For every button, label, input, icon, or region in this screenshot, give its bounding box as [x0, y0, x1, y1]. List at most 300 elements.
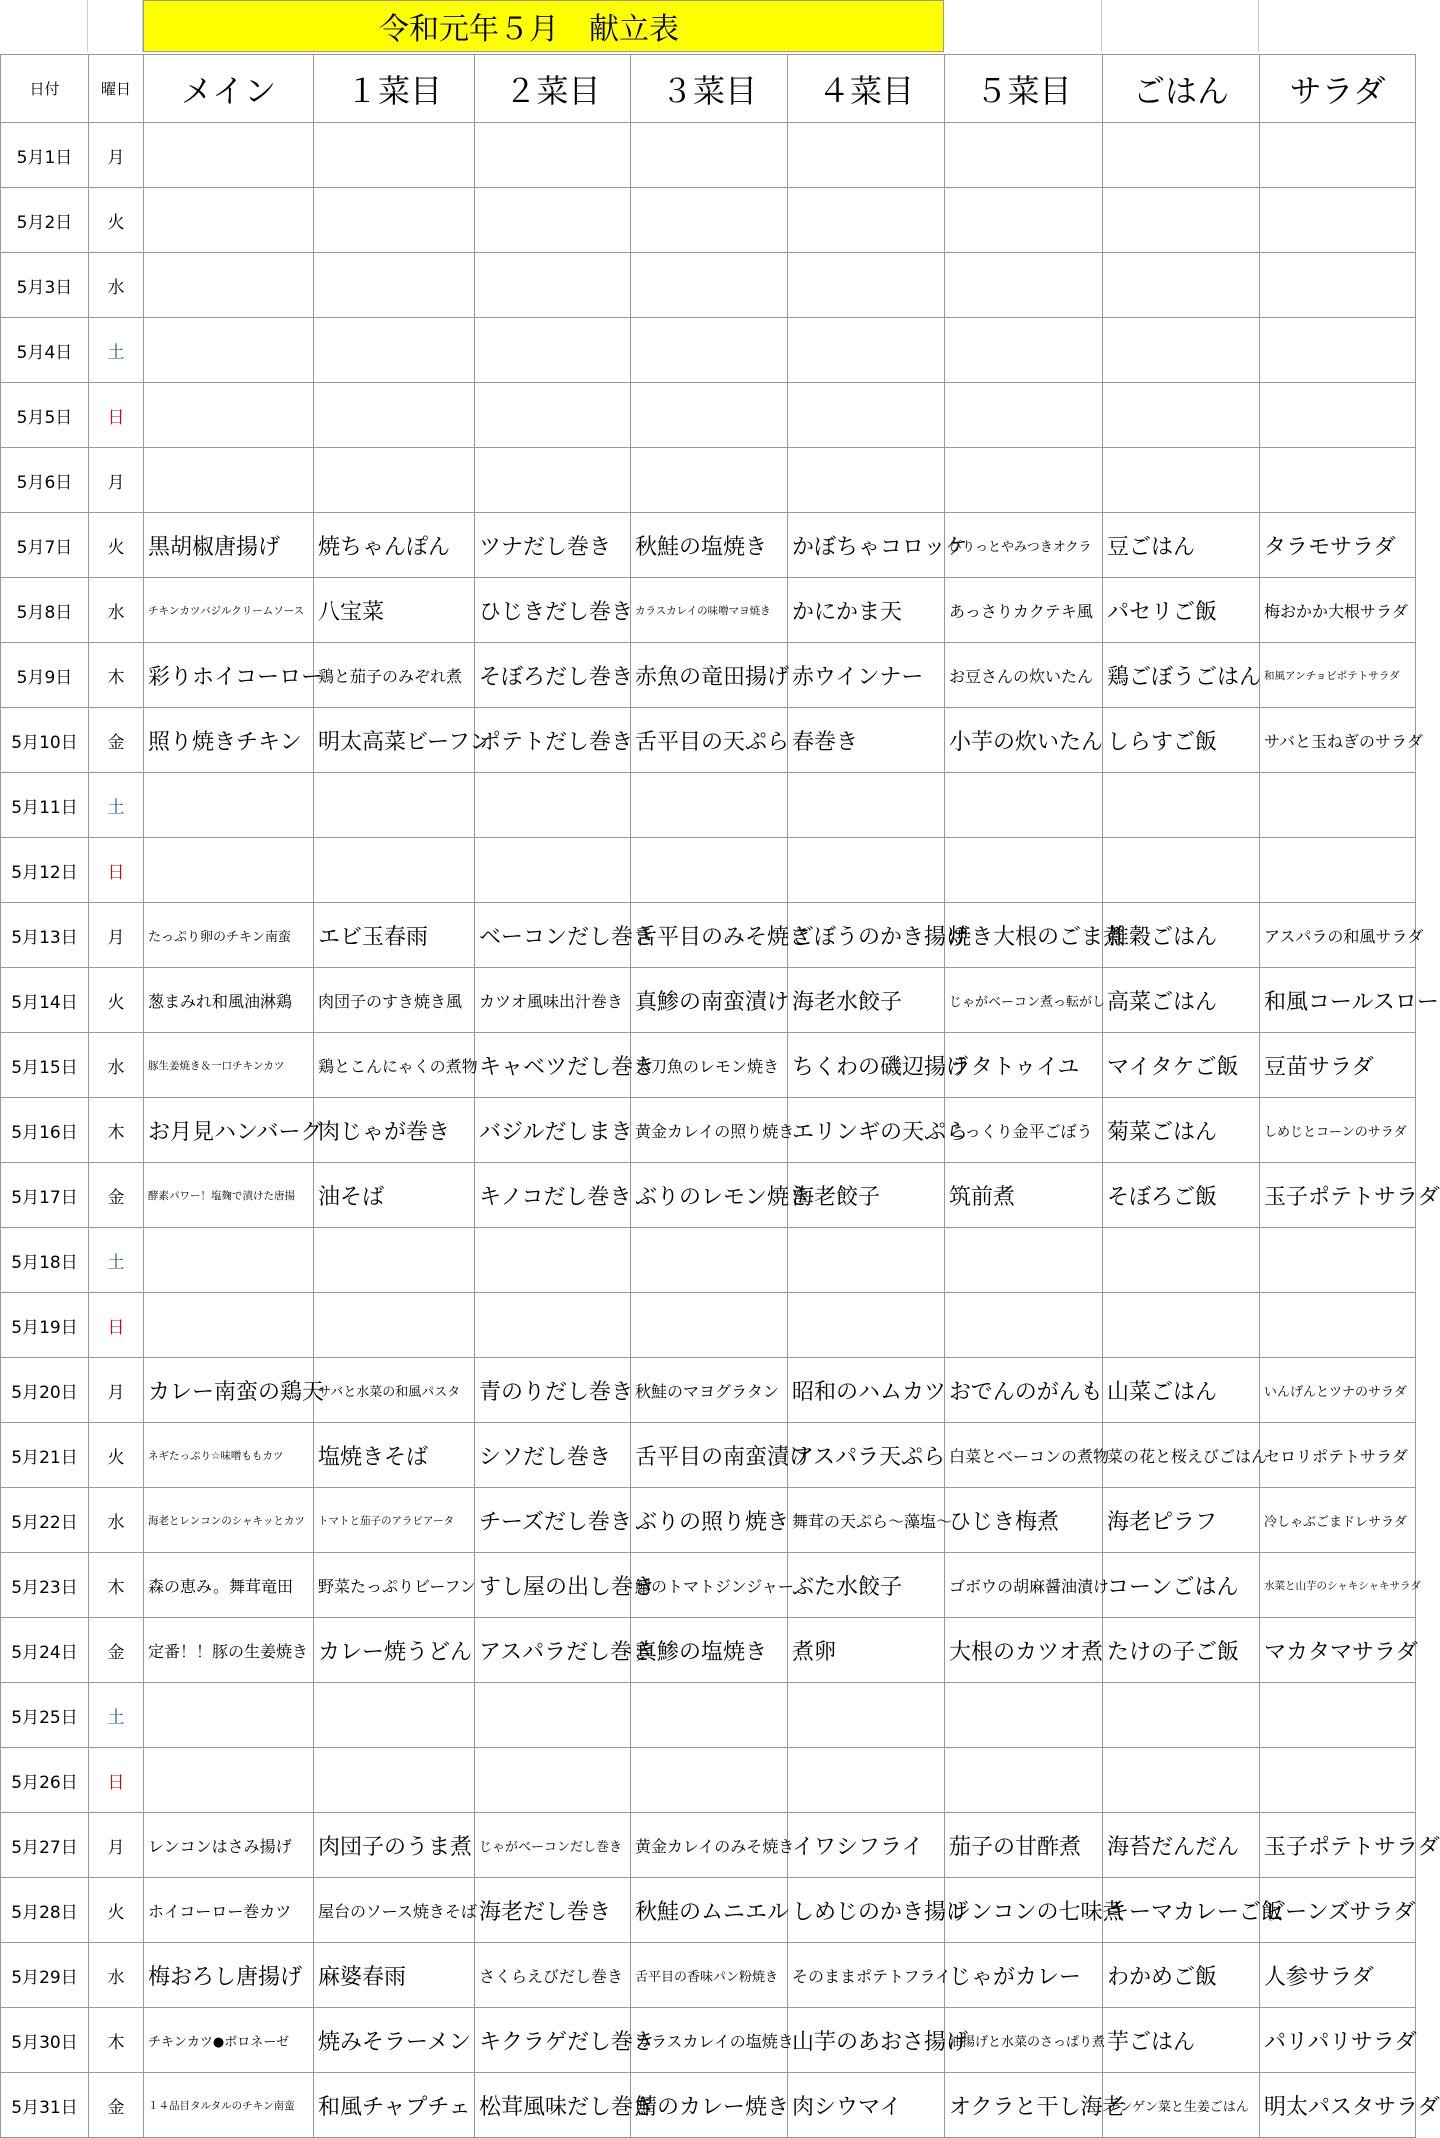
salad-cell: パリパリサラダ [1260, 2008, 1416, 2073]
date-cell: 5月21日 [1, 1423, 89, 1488]
dish4-cell: 海老餃子 [788, 1163, 945, 1228]
weekday-cell: 日 [89, 383, 144, 448]
table-row [1, 1098, 1416, 1163]
rice-cell: 菊菜ごはん [1103, 1098, 1260, 1163]
dish2-cell: 海老だし巻き [475, 1878, 631, 1943]
table-row [1, 253, 1416, 318]
main-cell [144, 448, 314, 513]
main-cell [144, 1748, 314, 1813]
dish5-cell: ぴりっとやみつきオクラ [945, 513, 1103, 578]
date-cell: 5月25日 [1, 1683, 89, 1748]
dish4-cell: 山芋のあおさ揚げ [788, 2008, 945, 2073]
dish3-cell: 秋鮭のムニエル [631, 1878, 788, 1943]
dish4-cell [788, 1748, 945, 1813]
salad-cell [1260, 1748, 1416, 1813]
dish3-cell [631, 773, 788, 838]
dish2-cell: アスパラだし巻き [475, 1618, 631, 1683]
salad-cell: 明太パスタサラダ [1260, 2073, 1416, 2138]
main-cell: カレー南蛮の鶏天 [144, 1358, 314, 1423]
date-cell: 5月18日 [1, 1228, 89, 1293]
dish1-cell [314, 448, 475, 513]
dish4-cell [788, 123, 945, 188]
weekday-cell: 月 [89, 903, 144, 968]
date-cell: 5月31日 [1, 2073, 89, 2138]
dish3-cell: ぶりのレモン焼き [631, 1163, 788, 1228]
dish2-cell [475, 448, 631, 513]
dish3-cell [631, 448, 788, 513]
dish1-cell [314, 1683, 475, 1748]
dish2-cell: ツナだし巻き [475, 513, 631, 578]
dish4-cell [788, 1293, 945, 1358]
dish5-cell [945, 1228, 1103, 1293]
salad-cell: アスパラの和風サラダ [1260, 903, 1416, 968]
dish3-cell [631, 188, 788, 253]
main-cell: 黒胡椒唐揚げ [144, 513, 314, 578]
date-cell: 5月10日 [1, 708, 89, 773]
dish5-cell [945, 318, 1103, 383]
date-cell: 5月29日 [1, 1943, 89, 2008]
dish5-cell: レンコンの七味煮 [945, 1878, 1103, 1943]
salad-cell [1260, 1293, 1416, 1358]
rice-cell: コーンごはん [1103, 1553, 1260, 1618]
dish1-cell: 鶏と茄子のみぞれ煮 [314, 643, 475, 708]
main-cell [144, 188, 314, 253]
dish1-cell: トマトと茄子のアラビアータ [314, 1488, 475, 1553]
salad-cell: 梅おかか大根サラダ [1260, 578, 1416, 643]
main-cell [144, 383, 314, 448]
header-salad: サラダ [1260, 55, 1416, 123]
table-row [1, 1813, 1416, 1878]
dish3-cell: 鯖のトマトジンジャー [631, 1553, 788, 1618]
salad-cell: 和風アンチョビポテトサラダ [1260, 643, 1416, 708]
rice-cell: しらすご飯 [1103, 708, 1260, 773]
weekday-cell: 火 [89, 1878, 144, 1943]
dish5-cell: ゴボウの胡麻醤油漬け [945, 1553, 1103, 1618]
dish2-cell [475, 123, 631, 188]
weekday-cell: 火 [89, 968, 144, 1033]
date-cell: 5月22日 [1, 1488, 89, 1553]
table-row [1, 773, 1416, 838]
dish5-cell: ひじき梅煮 [945, 1488, 1103, 1553]
dish1-cell [314, 318, 475, 383]
table-row [1, 1943, 1416, 2008]
dish1-cell [314, 773, 475, 838]
dish2-cell [475, 1228, 631, 1293]
dish1-cell: 肉じゃが巻き [314, 1098, 475, 1163]
dish1-cell: 野菜たっぷりビーフン [314, 1553, 475, 1618]
dish5-cell [945, 188, 1103, 253]
dish2-cell: 松茸風味だし巻き [475, 2073, 631, 2138]
dish1-cell: 肉団子のすき焼き風 [314, 968, 475, 1033]
dish1-cell: 明太高菜ビーフン [314, 708, 475, 773]
date-cell: 5月24日 [1, 1618, 89, 1683]
table-row [1, 1618, 1416, 1683]
dish2-cell: チーズだし巻き [475, 1488, 631, 1553]
main-cell: 彩りホイコーロー [144, 643, 314, 708]
header-date: 日付 [1, 55, 89, 123]
dish1-cell [314, 253, 475, 318]
dish3-cell: ぶりの照り焼き [631, 1488, 788, 1553]
weekday-cell: 火 [89, 1423, 144, 1488]
table-row [1, 1423, 1416, 1488]
dish4-cell: しめじのかき揚げ [788, 1878, 945, 1943]
rice-cell [1103, 1293, 1260, 1358]
date-cell: 5月1日 [1, 123, 89, 188]
rice-cell: 鶏ごぼうごはん [1103, 643, 1260, 708]
title-blank-rice [1102, 0, 1259, 52]
header-dow: 曜日 [89, 55, 144, 123]
rice-cell: 菜の花と桜えびごはん [1103, 1423, 1260, 1488]
date-cell: 5月4日 [1, 318, 89, 383]
main-cell [144, 123, 314, 188]
main-cell [144, 773, 314, 838]
header-dish3: ３菜目 [631, 55, 788, 123]
dish4-cell: かにかま天 [788, 578, 945, 643]
dish2-cell: じゃがベーコンだし巻き [475, 1813, 631, 1878]
dish4-cell: アスパラ天ぷら [788, 1423, 945, 1488]
dish2-cell: シソだし巻き [475, 1423, 631, 1488]
dish3-cell: 舌平目の香味パン粉焼き [631, 1943, 788, 2008]
dish1-cell [314, 1293, 475, 1358]
dish5-cell: 小芋の炊いたん [945, 708, 1103, 773]
weekday-cell: 土 [89, 773, 144, 838]
table-row [1, 318, 1416, 383]
main-cell [144, 1683, 314, 1748]
dish2-cell [475, 1748, 631, 1813]
weekday-cell: 金 [89, 1163, 144, 1228]
rice-cell: 芋ごはん [1103, 2008, 1260, 2073]
dish2-cell: 青のりだし巻き [475, 1358, 631, 1423]
date-cell: 5月11日 [1, 773, 89, 838]
dish5-cell: お豆さんの炊いたん [945, 643, 1103, 708]
dish3-cell: 舌平目の天ぷら [631, 708, 788, 773]
header-rice: ごはん [1103, 55, 1260, 123]
dish3-cell: 黄金カレイのみそ焼き [631, 1813, 788, 1878]
rice-cell [1103, 253, 1260, 318]
dish2-cell: さくらえびだし巻き [475, 1943, 631, 2008]
weekday-cell: 月 [89, 1358, 144, 1423]
weekday-cell: 土 [89, 1228, 144, 1293]
dish4-cell [788, 318, 945, 383]
rice-cell [1103, 1748, 1260, 1813]
dish1-cell: 八宝菜 [314, 578, 475, 643]
salad-cell [1260, 188, 1416, 253]
rice-cell: 豆ごはん [1103, 513, 1260, 578]
dish4-cell [788, 188, 945, 253]
salad-cell [1260, 123, 1416, 188]
header-dish5: ５菜目 [945, 55, 1103, 123]
date-cell: 5月27日 [1, 1813, 89, 1878]
salad-cell: 玉子ポテトサラダ [1260, 1813, 1416, 1878]
weekday-cell: 月 [89, 123, 144, 188]
dish3-cell: 秋鮭のマヨグラタン [631, 1358, 788, 1423]
dish2-cell: キノコだし巻き [475, 1163, 631, 1228]
salad-cell [1260, 773, 1416, 838]
table-row [1, 1033, 1416, 1098]
dish1-cell: 屋台のソース焼きそば [314, 1878, 475, 1943]
dish2-cell [475, 838, 631, 903]
weekday-cell: 日 [89, 1293, 144, 1358]
dish3-cell: 赤魚の竜田揚げ [631, 643, 788, 708]
dish1-cell [314, 123, 475, 188]
main-cell [144, 318, 314, 383]
weekday-cell: 水 [89, 1943, 144, 2008]
date-cell: 5月12日 [1, 838, 89, 903]
rice-cell: 高菜ごはん [1103, 968, 1260, 1033]
salad-cell [1260, 383, 1416, 448]
dish5-cell: おでんのがんも [945, 1358, 1103, 1423]
header-main: メイン [144, 55, 314, 123]
weekday-cell: 水 [89, 1488, 144, 1553]
table-row [1, 838, 1416, 903]
dish3-cell [631, 1683, 788, 1748]
dish3-cell: 鯖のカレー焼き [631, 2073, 788, 2138]
dish2-cell [475, 253, 631, 318]
dish5-cell: 筑前煮 [945, 1163, 1103, 1228]
rice-cell [1103, 123, 1260, 188]
table-row [1, 708, 1416, 773]
main-cell: 豚生姜焼き＆一口チキンカツ [144, 1033, 314, 1098]
header-row [1, 55, 1416, 123]
dish3-cell: 真鯵の塩焼き [631, 1618, 788, 1683]
main-cell [144, 253, 314, 318]
weekday-cell: 月 [89, 448, 144, 513]
main-cell: チキンカツ●ボロネーゼ [144, 2008, 314, 2073]
main-cell: お月見ハンバーグ [144, 1098, 314, 1163]
dish2-cell: キクラゲだし巻き [475, 2008, 631, 2073]
salad-cell: 人参サラダ [1260, 1943, 1416, 2008]
date-cell: 5月23日 [1, 1553, 89, 1618]
table-row [1, 643, 1416, 708]
dish4-cell: イワシフライ [788, 1813, 945, 1878]
dish1-cell: エビ玉春雨 [314, 903, 475, 968]
date-cell: 5月20日 [1, 1358, 89, 1423]
dish4-cell: 春巻き [788, 708, 945, 773]
dish2-cell [475, 1293, 631, 1358]
rice-cell: キーマカレーご飯 [1103, 1878, 1260, 1943]
weekday-cell: 土 [89, 318, 144, 383]
main-cell: 葱まみれ和風油淋鶏 [144, 968, 314, 1033]
dish5-cell [945, 1748, 1103, 1813]
date-cell: 5月15日 [1, 1033, 89, 1098]
table-row [1, 1683, 1416, 1748]
table-row [1, 448, 1416, 513]
dish4-cell [788, 253, 945, 318]
rice-cell: チンゲン菜と生姜ごはん [1103, 2073, 1260, 2138]
dish1-cell: 焼みそラーメン [314, 2008, 475, 2073]
main-cell: レンコンはさみ揚げ [144, 1813, 314, 1878]
table-row [1, 1878, 1416, 1943]
dish2-cell: ひじきだし巻き [475, 578, 631, 643]
weekday-cell: 金 [89, 2073, 144, 2138]
dish5-cell [945, 1293, 1103, 1358]
date-cell: 5月14日 [1, 968, 89, 1033]
table-row [1, 968, 1416, 1033]
dish1-cell [314, 838, 475, 903]
dish4-cell: そのままポテトフライ [788, 1943, 945, 2008]
dish3-cell: カラスカレイの味噌マヨ焼き [631, 578, 788, 643]
date-cell: 5月13日 [1, 903, 89, 968]
dish2-cell: すし屋の出し巻き [475, 1553, 631, 1618]
salad-cell: 豆苗サラダ [1260, 1033, 1416, 1098]
salad-cell: マカタマサラダ [1260, 1618, 1416, 1683]
dish5-cell: 油揚げと水菜のさっぱり煮 [945, 2008, 1103, 2073]
salad-cell: セロリポテトサラダ [1260, 1423, 1416, 1488]
dish1-cell: 塩焼きそば [314, 1423, 475, 1488]
dish3-cell [631, 838, 788, 903]
dish2-cell: カツオ風味出汁巻き [475, 968, 631, 1033]
weekday-cell: 水 [89, 253, 144, 318]
dish5-cell: オクラと干し海老 [945, 2073, 1103, 2138]
dish5-cell [945, 448, 1103, 513]
date-cell: 5月5日 [1, 383, 89, 448]
dish5-cell: こっくり金平ごぼう [945, 1098, 1103, 1163]
dish5-cell: じゃがベーコン煮っ転がし [945, 968, 1103, 1033]
dish2-cell [475, 188, 631, 253]
dish3-cell: 黄金カレイの照り焼き [631, 1098, 788, 1163]
dish1-cell: 麻婆春雨 [314, 1943, 475, 2008]
salad-cell: しめじとコーンのサラダ [1260, 1098, 1416, 1163]
rice-cell: 雑穀ごはん [1103, 903, 1260, 968]
dish2-cell [475, 1683, 631, 1748]
date-cell: 5月30日 [1, 2008, 89, 2073]
menu-table [0, 54, 1440, 2138]
dish1-cell: サバと水菜の和風パスタ [314, 1358, 475, 1423]
date-cell: 5月7日 [1, 513, 89, 578]
weekday-cell: 水 [89, 578, 144, 643]
salad-cell: タラモサラダ [1260, 513, 1416, 578]
dish2-cell: ポテトだし巻き [475, 708, 631, 773]
dish5-cell [945, 253, 1103, 318]
table-row [1, 1748, 1416, 1813]
dish3-cell: 舌平目のみそ焼き [631, 903, 788, 968]
weekday-cell: 木 [89, 643, 144, 708]
salad-cell [1260, 318, 1416, 383]
dish3-cell [631, 123, 788, 188]
dish5-cell: ラタトゥイユ [945, 1033, 1103, 1098]
dish4-cell [788, 1683, 945, 1748]
rice-cell: そぼろご飯 [1103, 1163, 1260, 1228]
dish3-cell: 舌平目の南蛮漬け [631, 1423, 788, 1488]
dish3-cell [631, 1293, 788, 1358]
rice-cell [1103, 318, 1260, 383]
dish2-cell: ベーコンだし巻き [475, 903, 631, 968]
date-cell: 5月2日 [1, 188, 89, 253]
weekday-cell: 木 [89, 2008, 144, 2073]
date-cell: 5月19日 [1, 1293, 89, 1358]
title-row [0, 0, 1417, 54]
weekday-cell: 金 [89, 708, 144, 773]
weekday-cell: 火 [89, 513, 144, 578]
main-cell: 照り焼きチキン [144, 708, 314, 773]
dish4-cell: ぶた水餃子 [788, 1553, 945, 1618]
dish3-cell [631, 1748, 788, 1813]
main-cell: 酵素パワー！塩麹で漬けた唐揚 [144, 1163, 314, 1228]
main-cell: １４品目タルタルのチキン南蛮 [144, 2073, 314, 2138]
dish4-cell: ちくわの磯辺揚げ [788, 1033, 945, 1098]
rice-cell: わかめご飯 [1103, 1943, 1260, 2008]
dish4-cell: ごぼうのかき揚げ [788, 903, 945, 968]
main-cell: 森の恵み。舞茸竜田 [144, 1553, 314, 1618]
dish1-cell [314, 1748, 475, 1813]
rice-cell [1103, 188, 1260, 253]
date-cell: 5月3日 [1, 253, 89, 318]
date-cell: 5月6日 [1, 448, 89, 513]
dish1-cell: 和風チャプチェ [314, 2073, 475, 2138]
dish4-cell [788, 1228, 945, 1293]
main-cell: たっぷり卵のチキン南蛮 [144, 903, 314, 968]
dish4-cell: 肉シウマイ [788, 2073, 945, 2138]
dish5-cell [945, 773, 1103, 838]
rice-cell [1103, 1683, 1260, 1748]
dish5-cell [945, 838, 1103, 903]
main-cell: 梅おろし唐揚げ [144, 1943, 314, 2008]
salad-cell: 和風コールスロー [1260, 968, 1416, 1033]
weekday-cell: 月 [89, 1813, 144, 1878]
date-cell: 5月28日 [1, 1878, 89, 1943]
dish5-cell: 焼き大根のごま煮 [945, 903, 1103, 968]
dish5-cell: 茄子の甘酢煮 [945, 1813, 1103, 1878]
main-cell [144, 1293, 314, 1358]
dish1-cell: 鶏とこんにゃくの煮物 [314, 1033, 475, 1098]
table-row [1, 2008, 1416, 2073]
date-cell: 5月17日 [1, 1163, 89, 1228]
dish4-cell: 赤ウインナー [788, 643, 945, 708]
rice-cell: 山菜ごはん [1103, 1358, 1260, 1423]
menu-body [1, 123, 1440, 2138]
table-row [1, 2073, 1416, 2138]
salad-cell [1260, 1683, 1416, 1748]
salad-cell: 玉子ポテトサラダ [1260, 1163, 1416, 1228]
title-blank-date [0, 0, 88, 52]
rice-cell [1103, 448, 1260, 513]
rice-cell: パセリご飯 [1103, 578, 1260, 643]
dish4-cell: 昭和のハムカツ [788, 1358, 945, 1423]
weekday-cell: 水 [89, 1033, 144, 1098]
dish1-cell: 焼ちゃんぽん [314, 513, 475, 578]
dish3-cell [631, 383, 788, 448]
salad-cell: 冷しゃぶごまドレサラダ [1260, 1488, 1416, 1553]
dish5-cell: じゃがカレー [945, 1943, 1103, 2008]
title-blank-dow [88, 0, 143, 52]
table-row [1, 1163, 1416, 1228]
page-title: 令和元年５月 献立表 [379, 12, 679, 47]
dish5-cell [945, 383, 1103, 448]
weekday-cell: 日 [89, 838, 144, 903]
salad-cell: いんげんとツナのサラダ [1260, 1358, 1416, 1423]
dish2-cell [475, 318, 631, 383]
weekday-cell: 木 [89, 1098, 144, 1163]
dish1-cell [314, 188, 475, 253]
header-dish1: １菜目 [314, 55, 475, 123]
header-dish2: ２菜目 [475, 55, 631, 123]
table-row [1, 578, 1416, 643]
rice-cell: マイタケご飯 [1103, 1033, 1260, 1098]
table-row [1, 1358, 1416, 1423]
table-row [1, 1228, 1416, 1293]
dish1-cell [314, 383, 475, 448]
dish4-cell [788, 448, 945, 513]
main-cell: ホイコーロー巻カツ [144, 1878, 314, 1943]
date-cell: 5月8日 [1, 578, 89, 643]
rice-cell [1103, 838, 1260, 903]
title-blank-5 [944, 0, 1102, 52]
rice-cell [1103, 773, 1260, 838]
table-row [1, 1553, 1416, 1618]
dish4-cell: エリンギの天ぷら [788, 1098, 945, 1163]
dish4-cell [788, 383, 945, 448]
weekday-cell: 金 [89, 1618, 144, 1683]
